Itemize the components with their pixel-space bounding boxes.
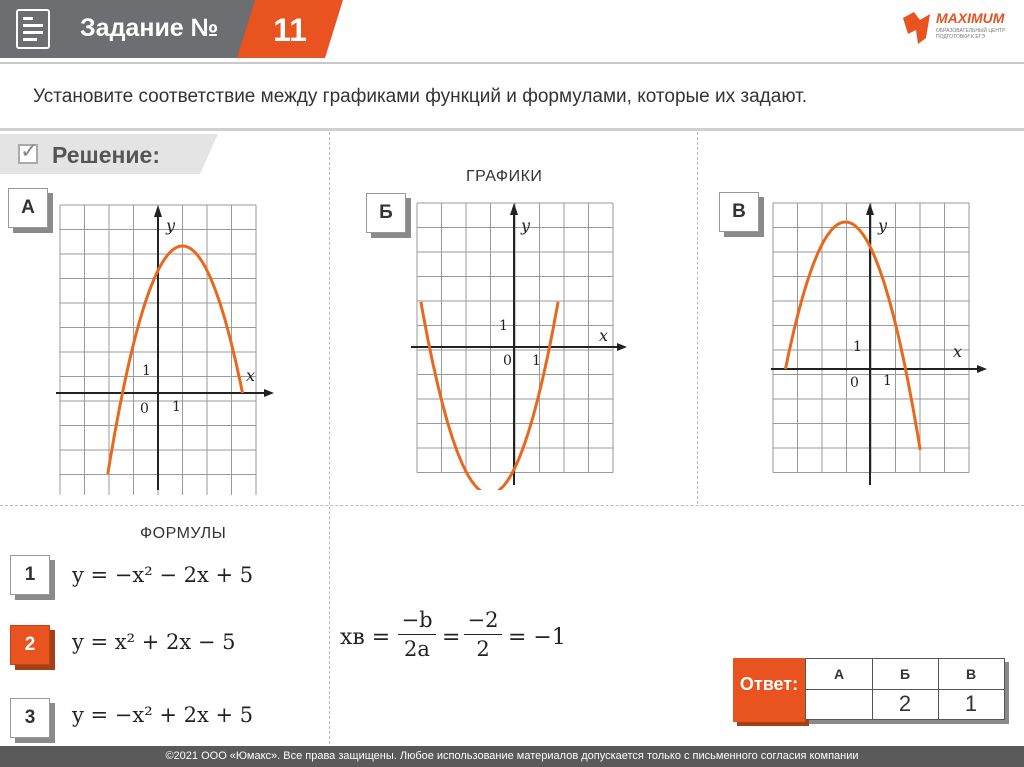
answer-label: Ответ: [733, 658, 805, 722]
graph-b-x-label: x [599, 326, 609, 345]
graph-a-x-label: x [246, 366, 256, 385]
formula-3-badge: 3 [10, 698, 50, 738]
graph-b-y-label: y [521, 216, 531, 235]
maximum-logo-icon [900, 8, 934, 48]
graph-b-origin: 0 [503, 353, 512, 369]
graph-b-badge: Б [366, 193, 406, 233]
formula-1: y = −x² − 2x + 5 [72, 563, 254, 587]
graph-a-y-label: y [166, 216, 176, 235]
answer-block [733, 658, 1001, 722]
fraction-2-numerator: −2 [467, 608, 499, 632]
logo-subtitle: ОБРАЗОВАТЕЛЬНЫЙ ЦЕНТР ПОДГОТОВКИ К ЕГЭ [936, 28, 1006, 40]
answer-value-b[interactable]: 2 [898, 691, 912, 716]
document-icon [16, 9, 50, 49]
graph-c-unit-x: 1 [883, 373, 892, 389]
graph-a [50, 195, 280, 495]
graph-c-badge: В [719, 192, 759, 232]
graph-b-unit-x: 1 [532, 353, 541, 369]
task-divider [0, 128, 1024, 131]
formula-1-badge: 1 [10, 555, 50, 595]
checkmark-icon: ✓ [20, 138, 39, 163]
formulas-heading: ФОРМУЛЫ [140, 525, 227, 542]
answer-header-c: В [965, 666, 977, 682]
vertex-result: = −1 [508, 625, 566, 650]
graph-b-unit-y: 1 [499, 318, 508, 334]
graph-a-x-arrow [264, 389, 274, 397]
divider-v1 [329, 132, 330, 744]
graph-a-y-arrow [154, 205, 162, 217]
fraction-1-numerator: −b [401, 608, 433, 632]
graph-c-unit-y: 1 [853, 339, 862, 355]
task-statement: Установите соответствие между графиками функций и формулами, которые их задают. [33, 86, 808, 107]
divider-v2 [697, 132, 698, 504]
graphs-heading: ГРАФИКИ [466, 168, 543, 185]
vertex-fraction-2 [464, 608, 502, 661]
logo-name: MAXIMUM [936, 10, 1005, 26]
graph-a-origin: 0 [140, 401, 149, 417]
formula-2-badge: 2 [10, 625, 50, 665]
task-number: 11 [273, 12, 307, 48]
graph-a-unit-x: 1 [172, 399, 181, 415]
graph-a-badge: А [8, 188, 48, 228]
footer-copyright: ©2021 ООО «Юмакс». Все права защищены. Любое использование материалов допускается только с письменного согласия компании [0, 746, 1024, 767]
answer-table [805, 658, 1005, 720]
graph-c-x-arrow [977, 365, 987, 373]
fraction-2-denominator: 2 [476, 637, 490, 661]
fraction-1-denominator: 2a [404, 637, 430, 661]
graph-a-curve [108, 246, 243, 474]
graph-a-unit-y: 1 [142, 363, 151, 379]
graph-c-y-arrow [866, 203, 874, 215]
equals-sign: = [442, 625, 461, 650]
task-title: Задание № [80, 14, 219, 42]
title-block [0, 0, 250, 58]
graph-c [765, 195, 1005, 495]
solution-label: Решение: [52, 142, 161, 168]
formula-3: y = −x² + 2x + 5 [72, 703, 254, 727]
vertex-fraction-1 [398, 608, 436, 661]
formula-2: y = x² + 2x − 5 [72, 630, 236, 654]
graph-c-origin: 0 [850, 375, 859, 391]
header-divider [0, 62, 1024, 64]
vertex-lhs: xв = [340, 625, 391, 650]
answer-value-c[interactable]: 1 [964, 691, 978, 716]
graph-b [405, 195, 645, 490]
header-bar [0, 0, 1024, 62]
graph-b-y-arrow [510, 203, 518, 215]
graph-c-curve [786, 222, 921, 450]
answer-header-a: А [833, 666, 845, 682]
maximum-logo [900, 8, 1020, 50]
graph-c-y-label: y [878, 216, 888, 235]
answer-header-b: Б [899, 666, 911, 682]
divider-h1 [0, 505, 1024, 506]
graph-b-x-arrow [617, 343, 627, 351]
graph-c-x-label: x [953, 342, 963, 361]
task-number-box [255, 0, 325, 58]
